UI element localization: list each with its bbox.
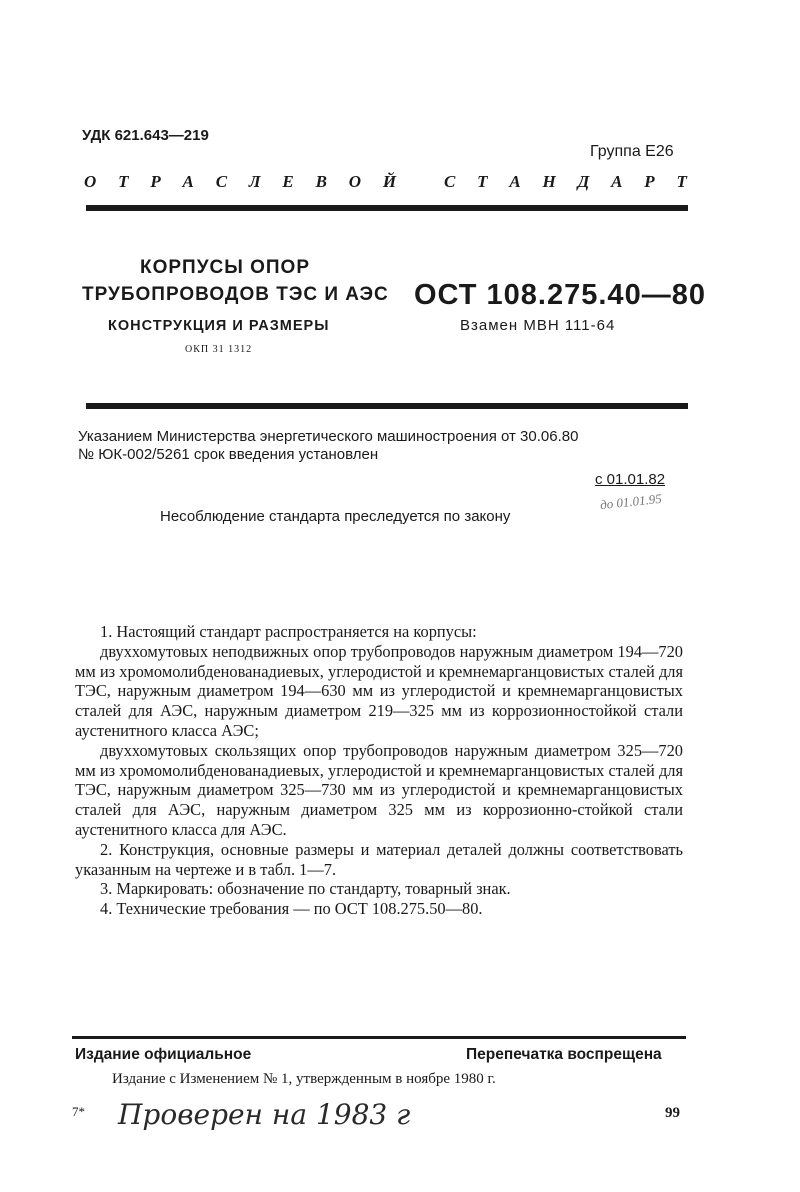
banner-letter: А [509,172,522,191]
banner-letter: Р [644,172,656,191]
decree-line-2: № ЮК-002/5261 срок введения установлен [78,446,379,463]
banner-letter [418,172,423,192]
paragraph-1: 1. Настоящий стандарт распространяется на корпусы: [100,622,477,641]
paragraph-6: 4. Технические требования — по ОСТ 108.275.50—80. [100,899,483,919]
footer-rule [72,1036,686,1039]
banner-letter: А [182,172,195,191]
page-number: 99 [665,1105,680,1121]
banner-letter: С [443,172,457,191]
replaces-note: Взамен МВН 111-64 [460,317,616,334]
edition-note: Издание с Изменением № 1, утвержденным в ноябре 1980 г. [112,1071,496,1087]
paragraph-4: 2. Конструкция, основные размеры и материал деталей должны соответствовать указанным на чертеже и в табл. 1—7. [75,839,683,879]
decree-text [78,428,708,464]
banner-letter: Т [477,172,489,191]
banner-letter: В [315,172,328,191]
paragraph-3: двуххомутовых скользящих опор трубопроводов наружным диаметром 325—720 мм из хромомолибденованадиевых, углеродистой и кремнемарганцовистых сталей для ТЭС, наружным диаметром 325—730 мм из углеродистой и кремнемарганцовистых сталей для АЭС, наружным диаметром 325 мм из коррозионно-стойкой стали аустенитного класса для АЭС. [75,740,683,839]
banner-letter: Р [150,172,162,191]
paragraph-2: двуххомутовых неподвижных опор трубопроводов наружным диаметром 194—720 мм из хромомолибденованадиевых, углеродистой и кремнемарганцовистых сталей для ТЭС, наружным диаметром 194—630 мм из углеродистой и кремнемарганцовистых сталей для АЭС, наружным диаметром 219—325 мм из коррозионностойкой стали аустенитного класса АЭС; [75,641,683,740]
official-edition: Издание официальное [75,1046,252,1063]
banner-letter: Н [542,172,557,191]
standard-designation: ОСТ 108.275.40—80 [414,279,706,311]
top-rule [86,205,688,211]
banner-letter: О [348,172,363,191]
paragraph-5: 3. Маркировать: обозначение по стандарту, товарный знак. [100,879,511,899]
group-code: Группа Е26 [590,143,674,160]
decree-line-1: Указанием Министерства энергетического машиностроения от 30.06.80 [78,428,579,445]
banner-letter: О [84,172,98,191]
mid-rule [86,403,688,409]
okp-code: ОКП 31 1312 [185,344,253,355]
body-text [75,622,683,919]
udk-code: УДК 621.643—219 [82,127,209,144]
handwritten-note: Проверен на 1983 г [118,1098,411,1131]
subtitle: КОНСТРУКЦИЯ И РАЗМЕРЫ [108,318,330,334]
banner-letter: С [215,172,229,191]
signature-mark: 7* [72,1104,85,1119]
reprint-notice: Перепечатка воспрещена [466,1046,662,1063]
banner-letter: Й [382,172,398,191]
banner-letter: Е [282,172,295,191]
banner-letter: Т [676,172,688,191]
standard-banner [84,172,688,192]
effective-date: с 01.01.82 [595,471,666,488]
banner-letter: А [611,172,624,191]
handwritten-date: до 01.01.95 [599,490,663,513]
title-line-2: ТРУБОПРОВОДОВ ТЭС И АЭС [82,284,389,305]
banner-letter: Л [248,172,262,191]
title-line-1: КОРПУСЫ ОПОР [140,257,311,278]
legal-notice: Несоблюдение стандарта преследуется по закону [160,508,511,525]
banner-letter: Т [118,172,130,191]
banner-letter: Д [577,172,591,191]
